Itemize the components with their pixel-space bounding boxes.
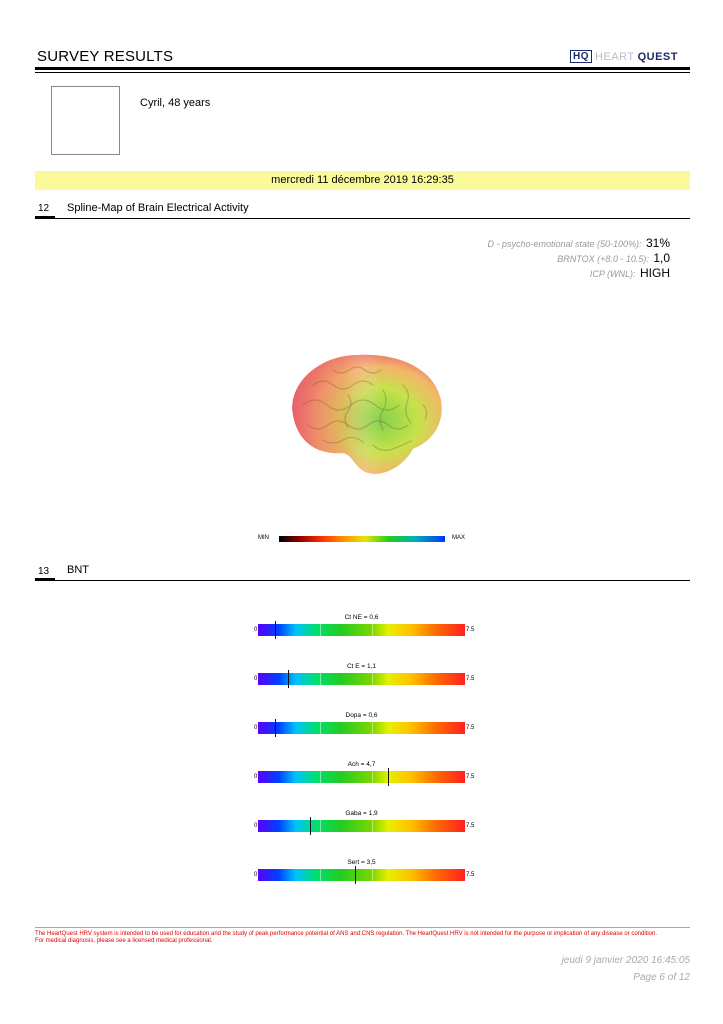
bnt-gauge-min: 0 xyxy=(254,725,258,731)
section-12-title: Spline-Map of Brain Electrical Activity xyxy=(67,202,249,214)
bnt-gauge-tick xyxy=(320,820,321,832)
scale-min-label: MIN xyxy=(258,535,269,541)
bnt-gauge-marker xyxy=(388,768,389,786)
bnt-gauge-marker xyxy=(275,621,276,639)
date-banner: mercredi 11 décembre 2019 16:29:35 xyxy=(35,171,690,190)
bnt-gauge-tick xyxy=(320,771,321,783)
bnt-gauge-max: 7.5 xyxy=(466,774,475,780)
bnt-gauge-tick xyxy=(320,869,321,881)
bnt-gauge-marker xyxy=(275,719,276,737)
metric-label: ICP (WNL): xyxy=(589,269,636,279)
min-max-color-scale xyxy=(279,536,445,542)
section-13-number: 13 xyxy=(38,566,50,577)
logo-quest-text: QUEST xyxy=(637,50,678,63)
page-title: SURVEY RESULTS xyxy=(37,48,174,65)
metric-brntox xyxy=(487,251,670,266)
bnt-gauge-tick xyxy=(372,869,373,881)
logo-hq-mark: HQ xyxy=(570,50,592,63)
bnt-gauge-bar xyxy=(258,869,465,881)
section-12-number: 12 xyxy=(38,203,50,214)
section-13-rule xyxy=(35,580,690,581)
bnt-gauge-tick xyxy=(320,673,321,685)
heartquest-logo xyxy=(570,50,678,63)
metric-label: D - psycho-emotional state (50-100%): xyxy=(487,239,642,249)
bnt-gauge-label: Sert = 3,5 xyxy=(347,859,376,866)
page-number: Page 6 of 12 xyxy=(633,972,690,983)
bnt-gauge-marker xyxy=(288,670,289,688)
bnt-gauge-min: 0 xyxy=(254,823,258,829)
bnt-gauge-max: 7.5 xyxy=(466,823,475,829)
bnt-gauge-bar xyxy=(258,820,465,832)
disclaimer xyxy=(35,931,690,945)
disclaimer-rule xyxy=(35,927,690,928)
section-12-rule xyxy=(35,218,690,219)
bnt-gauge-label: Ct E = 1,1 xyxy=(346,663,377,670)
metric-value: 31% xyxy=(645,236,670,250)
bnt-gauge-min: 0 xyxy=(254,872,258,878)
bnt-gauge-marker xyxy=(355,866,356,884)
bnt-gauge-label: Gaba = 1,9 xyxy=(345,810,378,817)
bnt-gauge-max: 7.5 xyxy=(466,627,475,633)
bnt-gauge-tick xyxy=(372,771,373,783)
disclaimer-medical: For medical diagnosis, please see a licensed medical professional. xyxy=(35,938,213,944)
bnt-gauge-tick xyxy=(372,624,373,636)
brain-spline-map-image xyxy=(273,345,453,485)
bnt-gauge-label: Dopa = 0,6 xyxy=(345,712,378,719)
bnt-gauge-max: 7.5 xyxy=(466,872,475,878)
scale-max-label: MAX xyxy=(452,535,466,541)
bnt-gauge-bar xyxy=(258,771,465,783)
footer-date: jeudi 9 janvier 2020 16:45:05 xyxy=(561,955,690,966)
person-name-age: Cyril, 48 years xyxy=(140,97,211,109)
metric-value: 1,0 xyxy=(653,251,670,265)
bnt-gauge-tick xyxy=(372,673,373,685)
metric-icp xyxy=(487,266,670,281)
bnt-gauge-tick xyxy=(372,820,373,832)
brain-metrics xyxy=(487,236,670,281)
bnt-gauge-tick xyxy=(372,722,373,734)
bnt-gauge-bar xyxy=(258,624,465,636)
profile-photo-placeholder xyxy=(51,86,120,155)
bnt-gauge-label: Ach = 4,7 xyxy=(347,761,376,768)
bnt-gauge-bar xyxy=(258,722,465,734)
bnt-gauge-min: 0 xyxy=(254,774,258,780)
bnt-gauge-max: 7.5 xyxy=(466,725,475,731)
disclaimer-text: The HeartQuest HRV system is intended to be used for education and the study of peak performance potential of ANS and CNS regulation. The HeartQuest HRV is not intended for the purpose or implication of any disease or condition. xyxy=(35,931,658,937)
metric-d-state xyxy=(487,236,670,251)
header-rule-thin xyxy=(35,72,690,73)
bnt-gauge-marker xyxy=(310,817,311,835)
bnt-gauge-min: 0 xyxy=(254,676,258,682)
header-rule-thick xyxy=(35,67,690,70)
logo-heart-text: HEART xyxy=(595,50,635,63)
bnt-gauge-tick xyxy=(320,722,321,734)
bnt-gauge-label: Ct NE = 0,6 xyxy=(344,614,379,621)
bnt-gauge-max: 7.5 xyxy=(466,676,475,682)
metric-value: HIGH xyxy=(640,266,670,280)
metric-label: BRNTOX (+8.0 - 10.5): xyxy=(557,254,649,264)
bnt-gauge-min: 0 xyxy=(254,627,258,633)
bnt-gauge-tick xyxy=(320,624,321,636)
section-13-title: BNT xyxy=(67,564,89,576)
